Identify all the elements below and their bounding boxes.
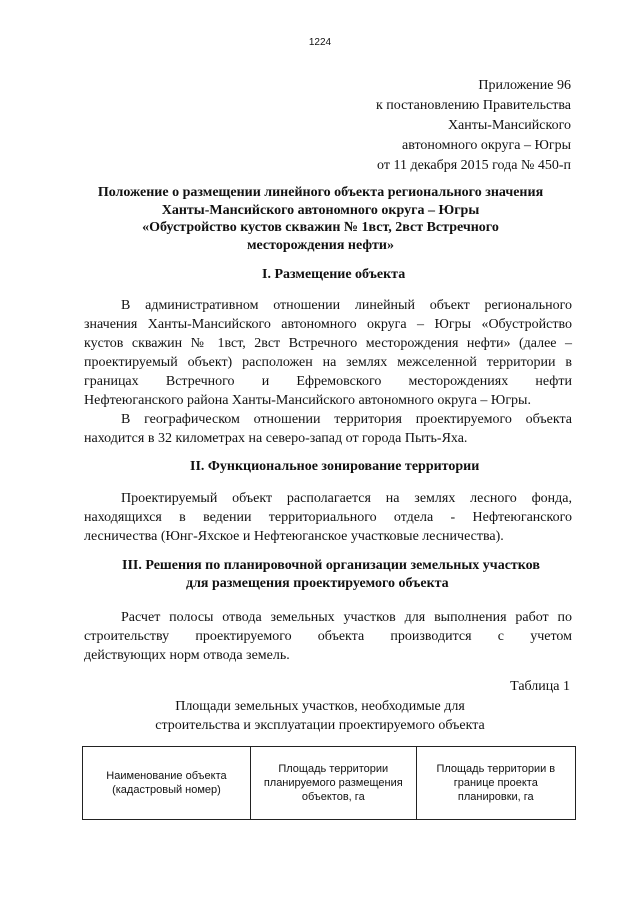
text-line: находящихся в ведении территориального отдела - Нефтеюганского [84, 510, 572, 525]
title-line: месторождения нефти» [247, 237, 394, 253]
text-line: Расчет полосы отвода земельных участков для выполнения работ по [121, 610, 572, 625]
section-3-heading-continued: для размещения проектируемого объекта [186, 576, 449, 591]
text-line: действующих норм отвода земель. [84, 648, 290, 663]
section-3-heading: III. Решения по планировочной организации земельных участков [122, 558, 540, 573]
header-line: (кадастровый номер) [112, 784, 221, 796]
text-line: В географическом отношении территория проектируемого объекта [121, 412, 572, 427]
appendix-line: к постановлению Правительства [375, 98, 571, 113]
table-label: Таблица 1 [510, 679, 570, 694]
table-caption [70, 697, 570, 735]
document-title [70, 184, 571, 254]
appendix-reference [376, 76, 571, 176]
title-line: Ханты-Мансийского автономного округа – Югры [161, 202, 480, 218]
text-line: находится в 32 километрах на северо-запад от города Пыть-Яха. [84, 431, 468, 446]
section-1-text [84, 296, 572, 448]
text-line: В административном отношении линейный объект регионального [121, 298, 572, 313]
land-area-table [82, 746, 576, 820]
header-line: Площадь территории в [436, 763, 556, 775]
section-2-heading: II. Функциональное зонирование территории [190, 459, 480, 474]
appendix-line: Приложение 96 [478, 78, 571, 93]
header-placement-area [250, 747, 416, 820]
title-line: Положение о размещении линейного объекта регионального значения [97, 185, 544, 200]
header-line: планируемого размещения [263, 777, 403, 789]
header-planning-area [416, 747, 575, 820]
page-number: 1224 [308, 37, 332, 48]
caption-line: Площади земельных участков, необходимые для [175, 699, 465, 714]
text-line: проектируемый объект) расположен на землях межселенной территории в [84, 355, 572, 370]
text-line: значения Ханты-Мансийского автономного округа – Югры «Обустройство [84, 317, 572, 332]
appendix-line: автономного округа – Югры [402, 138, 571, 153]
header-line: планировки, га [457, 791, 534, 803]
appendix-line: от 11 декабря 2015 года № 450-п [377, 158, 571, 173]
section-2-text [84, 489, 572, 546]
appendix-line: Ханты-Мансийского [447, 118, 571, 133]
header-line: Площадь территории [278, 763, 389, 775]
header-line: Наименование объекта [106, 770, 227, 782]
header-line: объектов, га [301, 791, 365, 803]
text-line: Нефтеюганского района Ханты-Мансийского автономного округа – Югры. [84, 393, 531, 408]
text-line: границах Встречного и Ефремовского месторождениях нефти [84, 374, 572, 389]
table-header-row [83, 747, 576, 820]
header-object-name [83, 747, 251, 820]
text-line: лесничества (Юнг-Яхское и Нефтеюганское участковые лесничества). [84, 529, 504, 544]
text-line: строительству проектируемого объекта производится с учетом [84, 629, 572, 644]
text-line: кустов скважин № 1вст, 2вст Встречного месторождения нефти» (далее – [84, 336, 572, 351]
section-3-text [84, 608, 572, 665]
text-line: Проектируемый объект располагается на землях лесного фонда, [121, 491, 572, 506]
title-line: «Обустройство кустов скважин № 1вст, 2вст Встречного [142, 220, 499, 235]
caption-line: строительства и эксплуатации проектируемого объекта [155, 718, 485, 733]
header-line: границе проекта [453, 777, 538, 789]
section-1-heading: I. Размещение объекта [262, 267, 406, 282]
